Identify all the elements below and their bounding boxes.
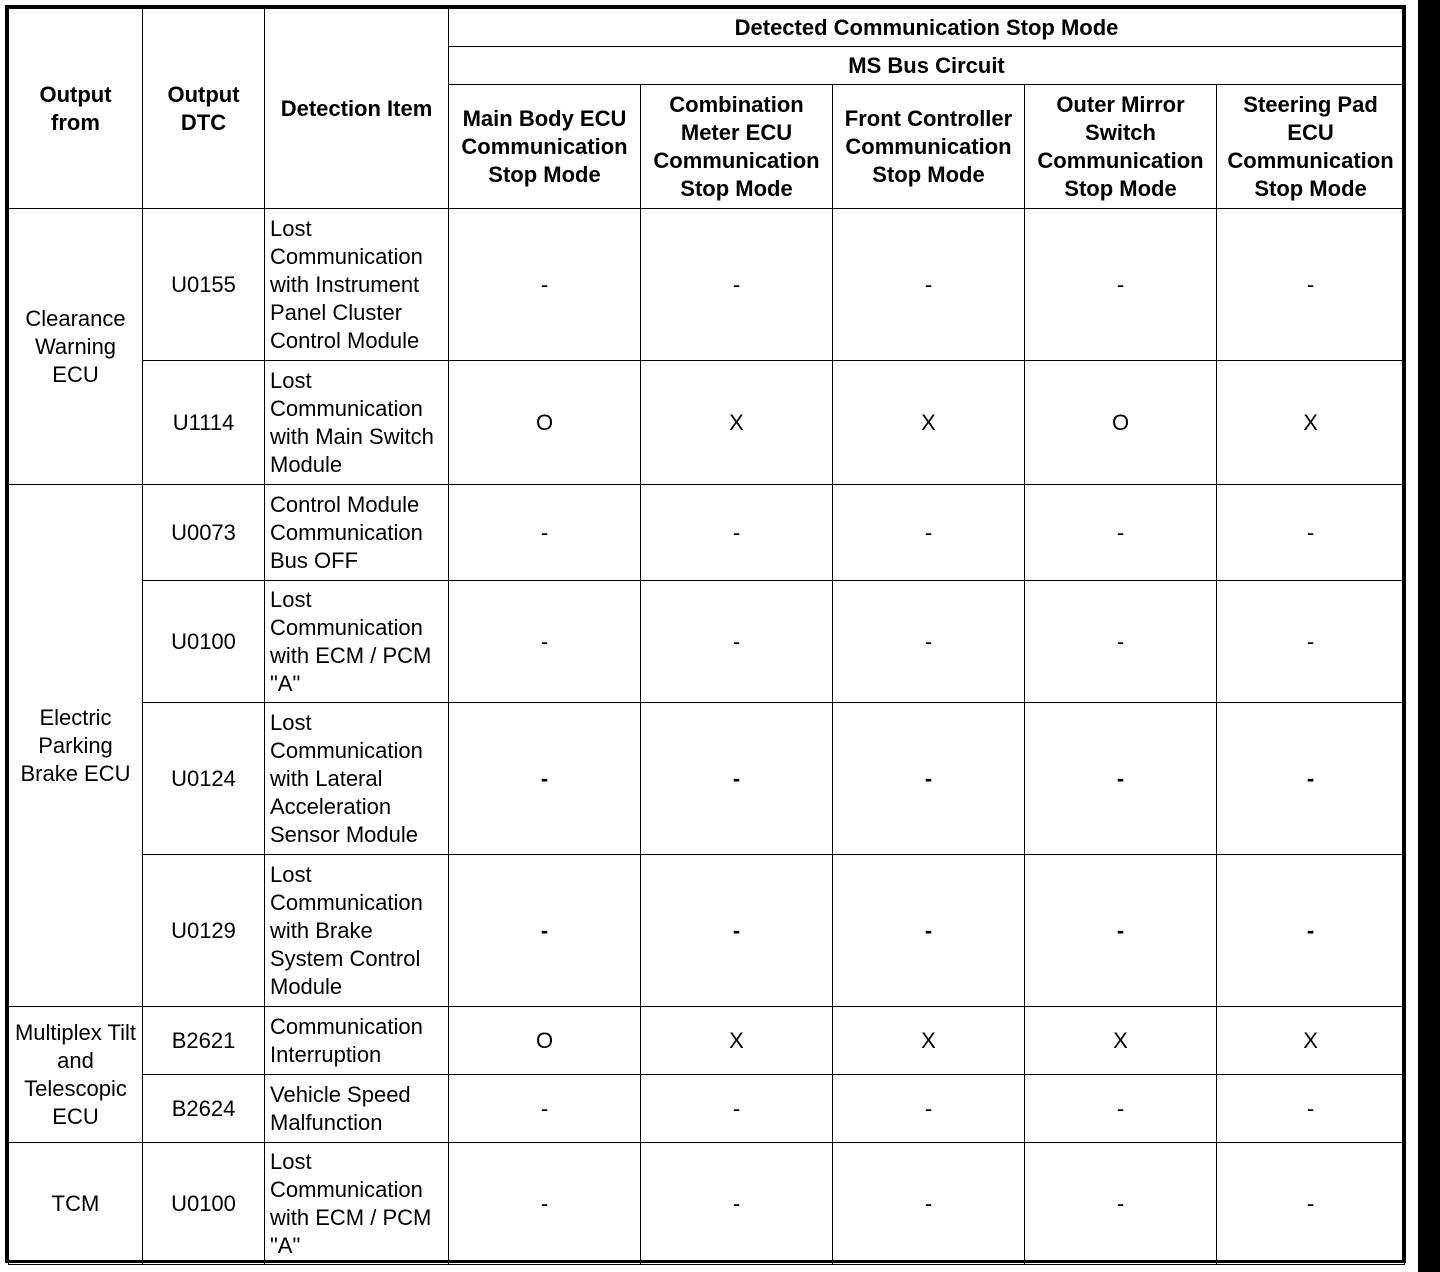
value-cell: - [1217,1075,1405,1143]
group-cell: Multiplex Tilt and Telescopic ECU [9,1007,143,1143]
detection-item-cell: Control Module Communication Bus OFF [265,485,449,581]
value-cell: X [1025,1007,1217,1075]
value-cell: - [833,855,1025,1007]
value-cell: - [833,581,1025,703]
dtc-cell: U1114 [143,361,265,485]
header-col-outer-mirror-switch: Outer Mirror Switch Communication Stop Mode [1025,85,1217,209]
value-cell: - [1025,485,1217,581]
header-col-front-controller: Front Controller Communication Stop Mode [833,85,1025,209]
value-cell: - [833,209,1025,361]
right-edge-bar [1418,0,1440,1272]
value-cell: - [449,1143,641,1265]
header-output-dtc: Output DTC [143,9,265,209]
dtc-cell: U0100 [143,581,265,703]
header-detection-item: Detection Item [265,9,449,209]
table-row [9,209,1405,361]
header-sub-group: MS Bus Circuit [449,47,1405,85]
dtc-communication-table [8,8,1405,1265]
value-cell: O [449,361,641,485]
table-row [9,1143,1405,1265]
dtc-cell: U0124 [143,703,265,855]
value-cell: X [1217,361,1405,485]
header-col-steering-pad-ecu: Steering Pad ECU Communication Stop Mode [1217,85,1405,209]
value-cell: - [833,1143,1025,1265]
table-row [9,1007,1405,1075]
value-cell: - [1025,1075,1217,1143]
dtc-cell: B2624 [143,1075,265,1143]
value-cell: - [449,209,641,361]
detection-item-cell: Vehicle Speed Malfunction [265,1075,449,1143]
value-cell: - [1025,855,1217,1007]
value-cell: - [1217,1143,1405,1265]
value-cell: - [641,1143,833,1265]
value-cell: - [641,485,833,581]
value-cell: - [1217,703,1405,855]
detection-item-cell: Lost Communication with Instrument Panel Cluster Control Module [265,209,449,361]
dtc-cell: U0155 [143,209,265,361]
table-row [9,703,1405,855]
group-cell: Electric Parking Brake ECU [9,485,143,1007]
value-cell: X [833,361,1025,485]
value-cell: - [1025,581,1217,703]
value-cell: - [1217,209,1405,361]
value-cell: - [1025,703,1217,855]
value-cell: - [449,855,641,1007]
table-row [9,361,1405,485]
value-cell: - [449,485,641,581]
value-cell: - [641,855,833,1007]
value-cell: - [833,703,1025,855]
dtc-cell: U0129 [143,855,265,1007]
value-cell: X [641,361,833,485]
value-cell: - [1217,581,1405,703]
dtc-cell: B2621 [143,1007,265,1075]
value-cell: O [1025,361,1217,485]
header-output-from: Output from [9,9,143,209]
value-cell: - [641,209,833,361]
value-cell: - [1025,1143,1217,1265]
table-row [9,855,1405,1007]
header-col-main-body-ecu: Main Body ECU Communication Stop Mode [449,85,641,209]
detection-item-cell: Lost Communication with ECM / PCM "A" [265,581,449,703]
value-cell: - [641,581,833,703]
value-cell: X [1217,1007,1405,1075]
value-cell: - [1025,209,1217,361]
table-row [9,1075,1405,1143]
header-group-title: Detected Communication Stop Mode [449,9,1405,47]
value-cell: - [1217,855,1405,1007]
detection-item-cell: Communication Interruption [265,1007,449,1075]
value-cell: - [449,703,641,855]
value-cell: - [641,703,833,855]
table-row [9,485,1405,581]
detection-item-cell: Lost Communication with Brake System Control Module [265,855,449,1007]
group-cell: TCM [9,1143,143,1265]
value-cell: - [1217,485,1405,581]
value-cell: - [833,1075,1025,1143]
value-cell: O [449,1007,641,1075]
header-col-combination-meter-ecu: Combination Meter ECU Communication Stop Mode [641,85,833,209]
detection-item-cell: Lost Communication with ECM / PCM "A" [265,1143,449,1265]
value-cell: - [449,1075,641,1143]
value-cell: - [833,485,1025,581]
value-cell: X [833,1007,1025,1075]
detection-item-cell: Lost Communication with Main Switch Module [265,361,449,485]
detection-item-cell: Lost Communication with Lateral Acceleration Sensor Module [265,703,449,855]
group-cell: Clearance Warning ECU [9,209,143,485]
value-cell: - [449,581,641,703]
value-cell: - [641,1075,833,1143]
dtc-cell: U0100 [143,1143,265,1265]
table-row [9,581,1405,703]
dtc-cell: U0073 [143,485,265,581]
value-cell: X [641,1007,833,1075]
